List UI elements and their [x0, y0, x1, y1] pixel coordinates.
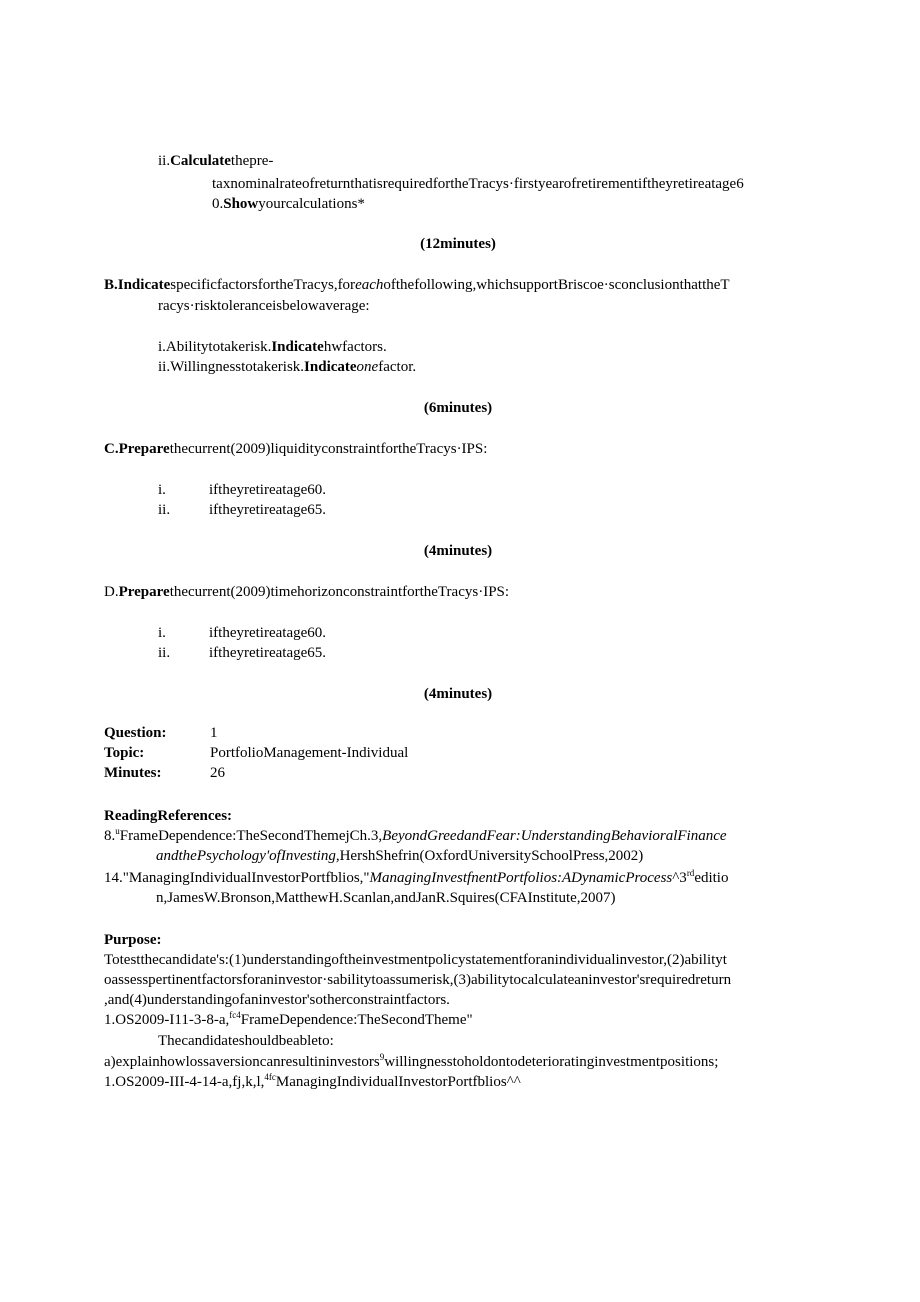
purpose-heading: Purpose: — [104, 932, 162, 948]
question-text: ofthefollowing,whichsupportBriscoe·sconclusionthattheT — [383, 277, 730, 293]
purpose-line-5: Thecandidateshouldbeableto: — [158, 1033, 334, 1049]
los-text: a)explainhowlossaversioncanresultininvestors — [104, 1054, 380, 1070]
reference-text: HershShefrin(OxfordUniversitySchoolPress,2002) — [339, 848, 644, 864]
superscript: rd — [686, 868, 695, 878]
reference-text: ^3 — [672, 870, 687, 886]
topic-value: PortfolioManagement-Individual — [210, 745, 409, 761]
command-verb: Show — [223, 196, 259, 212]
reference-text: 14."ManagingIndividualInvestorPortfblios," — [104, 870, 370, 886]
reference-text: n,JamesW.Bronson,MatthewH.Scanlan,andJanR.Squires(CFAInstitute,2007) — [156, 890, 616, 906]
part-b-item-i — [158, 337, 387, 357]
command-verb: Calculate — [170, 153, 231, 169]
command-verb: Indicate — [271, 339, 324, 355]
los-reference: 1.OS2009-III-4-14-a,fj,k,l, — [104, 1074, 265, 1090]
los-reference: 1.OS2009-I11-3-8-a, — [104, 1012, 230, 1028]
part-label: C.Prepare — [104, 441, 170, 457]
reference-title: andthePsychology'ofInvesting, — [156, 848, 340, 864]
reference-number: 8. — [104, 828, 116, 844]
part-label: B.Indicate — [104, 277, 171, 293]
reading-reference-1 — [104, 826, 812, 846]
time-allotment-d: (4minutes) — [423, 686, 493, 702]
topic-label: Topic: — [104, 745, 145, 761]
question-text: 0. — [212, 196, 224, 212]
question-text: thepre- — [230, 153, 274, 169]
command-verb: Indicate — [304, 359, 357, 375]
emphasis-text: each — [355, 277, 384, 293]
question-text: i.Abilitytotakerisk. — [158, 339, 272, 355]
part-b-item-ii — [158, 357, 416, 377]
list-item-number: i. — [158, 625, 166, 641]
purpose-line-1: Totestthecandidate's:(1)understandingoftheinvestmentpolicystatementforanindividualinvestor,(2)abilityt — [104, 952, 727, 968]
list-item-text: iftheyretireatage60. — [209, 625, 327, 641]
minutes-value: 26 — [210, 765, 225, 781]
list-item-number: ii. — [158, 502, 171, 518]
time-allotment-a: (12minutes) — [420, 236, 496, 252]
question-text: ii.Willingnesstotakerisk. — [158, 359, 305, 375]
reading-references-heading: ReadingReferences: — [104, 808, 233, 824]
question-text: yourcalculations* — [258, 196, 365, 212]
reading-reference-1-cont — [104, 846, 812, 866]
question-text: thecurrent(2009)timehorizonconstraintfortheTracys·IPS: — [169, 584, 510, 600]
question-text: factor. — [378, 359, 417, 375]
part-a-ii-line1 — [158, 151, 273, 171]
question-label: Question: — [104, 725, 167, 741]
minutes-label: Minutes: — [104, 765, 162, 781]
superscript: fc4 — [229, 1010, 241, 1020]
los-text: willingnesstoholdontodeterioratinginvestmentpositions; — [384, 1054, 719, 1070]
superscript: u — [115, 826, 120, 836]
question-text: hwfactors. — [323, 339, 387, 355]
purpose-line-7 — [104, 1072, 812, 1092]
command-verb: Prepare — [118, 584, 170, 600]
question-value: 1 — [210, 725, 218, 741]
superscript: 9 — [379, 1052, 385, 1062]
time-allotment-c: (4minutes) — [423, 543, 493, 559]
purpose-line-2: oassesspertinentfactorsforaninvestor·sabilitytoassumerisk,(3)abilitytocalculateaninvestor'srequiredreturn — [104, 972, 732, 988]
part-a-ii-line2: taxnominalrateofreturnthatisrequiredfortheTracys·firstyearofretirementiftheyretireatage6 — [212, 176, 744, 192]
reference-text: FrameDependence:TheSecondThemejCh.3, — [119, 828, 383, 844]
reference-title: BeyondGreedandFear:UnderstandingBehavioralFinance — [382, 828, 727, 844]
part-a-ii-line3 — [212, 194, 365, 214]
purpose-line-4 — [104, 1010, 812, 1030]
purpose-line-3: ,and(4)understandingofaninvestor'sotherconstraintfactors. — [104, 992, 450, 1008]
purpose-line-6 — [104, 1052, 812, 1072]
part-d-line — [104, 582, 814, 602]
question-text: thecurrent(2009)liquidityconstraintfortheTracys·IPS: — [169, 441, 488, 457]
superscript: 4fc — [264, 1072, 276, 1082]
reference-text: editio — [694, 870, 729, 886]
part-b-line2: racys·risktoleranceisbelowaverage: — [158, 298, 370, 314]
part-b-line1 — [104, 275, 814, 295]
list-item-text: iftheyretireatage65. — [209, 645, 327, 661]
time-allotment-b: (6minutes) — [423, 400, 493, 416]
list-item-text: iftheyretireatage65. — [209, 502, 327, 518]
part-label: D. — [104, 584, 119, 600]
question-text: specificfactorsfortheTracys,for — [170, 277, 356, 293]
reference-title: ManagingInvestfnentPortfolios:ADynamicProcess — [369, 870, 673, 886]
list-item-number: i. — [158, 482, 166, 498]
item-number: ii. — [158, 153, 171, 169]
reading-reference-2-cont — [104, 888, 812, 908]
part-c-line — [104, 439, 814, 459]
list-item-number: ii. — [158, 645, 171, 661]
list-item-text: iftheyretireatage60. — [209, 482, 327, 498]
reading-reference-2 — [104, 868, 812, 888]
emphasis-text: one — [356, 359, 379, 375]
los-reference: FrameDependence:TheSecondTheme" — [240, 1012, 473, 1028]
los-reference: ManagingIndividualInvestorPortfblios^^ — [275, 1074, 521, 1090]
